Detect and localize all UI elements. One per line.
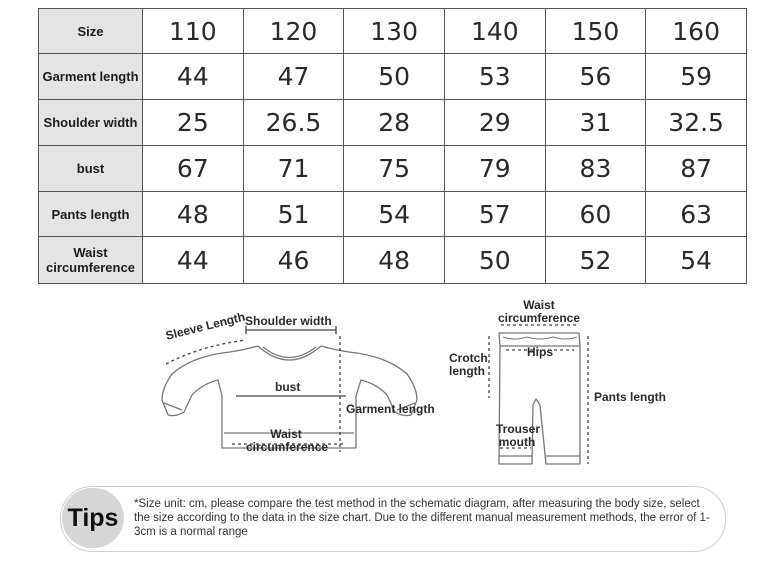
trouser-line-1: Trouser <box>496 422 541 436</box>
table-cell: 32.5 <box>646 100 747 146</box>
table-cell: 150 <box>545 9 646 54</box>
table-cell: 48 <box>344 237 445 284</box>
table-cell: 71 <box>243 146 344 192</box>
pants-waist-line-1: Waist <box>523 298 555 312</box>
row-header: Size <box>39 9 143 54</box>
table-cell: 25 <box>143 100 244 146</box>
table-cell: 50 <box>344 54 445 100</box>
bust-label: bust <box>275 380 301 394</box>
row-header: Waist circumference <box>39 237 143 284</box>
table-cell: 87 <box>646 146 747 192</box>
table-cell: 79 <box>444 146 545 192</box>
row-header: Garment length <box>39 54 143 100</box>
table-cell: 140 <box>444 9 545 54</box>
pants-length-label: Pants length <box>594 390 667 404</box>
crotch-length-label <box>449 352 488 378</box>
row-header: Shoulder width <box>39 100 143 146</box>
table-cell: 110 <box>143 9 244 54</box>
table-cell: 67 <box>143 146 244 192</box>
table-cell: 75 <box>344 146 445 192</box>
table-cell: 59 <box>646 54 747 100</box>
table-cell: 26.5 <box>243 100 344 146</box>
table-cell: 60 <box>545 192 646 237</box>
garment-length-label: Garment length <box>346 402 435 416</box>
tips-badge: Tips <box>62 488 124 548</box>
table-cell: 51 <box>243 192 344 237</box>
table-cell: 160 <box>646 9 747 54</box>
table-cell: 83 <box>545 146 646 192</box>
hips-label: Hips <box>527 345 554 359</box>
trouser-line-2: mouth <box>498 435 536 449</box>
table-cell: 50 <box>444 237 545 284</box>
table-cell: 47 <box>243 54 344 100</box>
tips-text: *Size unit: cm, please compare the test method in the schematic diagram, after measuring the body size, select the size according to the data in the size chart. Due to the different manual measurement methods, the error of 1-3cm is a normal range <box>134 498 710 538</box>
table-cell: 44 <box>143 54 244 100</box>
row-header: bust <box>39 146 143 192</box>
pants-waist-label <box>497 299 581 325</box>
trouser-mouth-label <box>496 422 541 449</box>
table-cell: 56 <box>545 54 646 100</box>
table-cell: 53 <box>444 54 545 100</box>
table-cell: 48 <box>143 192 244 237</box>
table-cell: 54 <box>344 192 445 237</box>
table-cell: 29 <box>444 100 545 146</box>
table-cell: 63 <box>646 192 747 237</box>
table-cell: 54 <box>646 237 747 284</box>
waist-label-line-2: circumference <box>246 440 329 454</box>
table-cell: 57 <box>444 192 545 237</box>
table-cell: 31 <box>545 100 646 146</box>
table-cell: 28 <box>344 100 445 146</box>
table-cell: 120 <box>243 9 344 54</box>
table-cell: 130 <box>344 9 445 54</box>
sleeve-length-label: Sleeve Length <box>164 309 247 343</box>
waist-circumference-label <box>246 427 329 454</box>
row-header: Pants length <box>39 192 143 237</box>
pants-waist-line-2: circumference <box>497 311 581 325</box>
table-cell: 46 <box>243 237 344 284</box>
crotch-line-2: length <box>449 364 485 378</box>
shoulder-width-label: Shoulder width <box>245 314 332 328</box>
table-cell: 52 <box>545 237 646 284</box>
table-cell: 44 <box>143 237 244 284</box>
waist-label-line-1: Waist <box>270 427 302 441</box>
crotch-line-1: Crotch <box>449 351 488 365</box>
